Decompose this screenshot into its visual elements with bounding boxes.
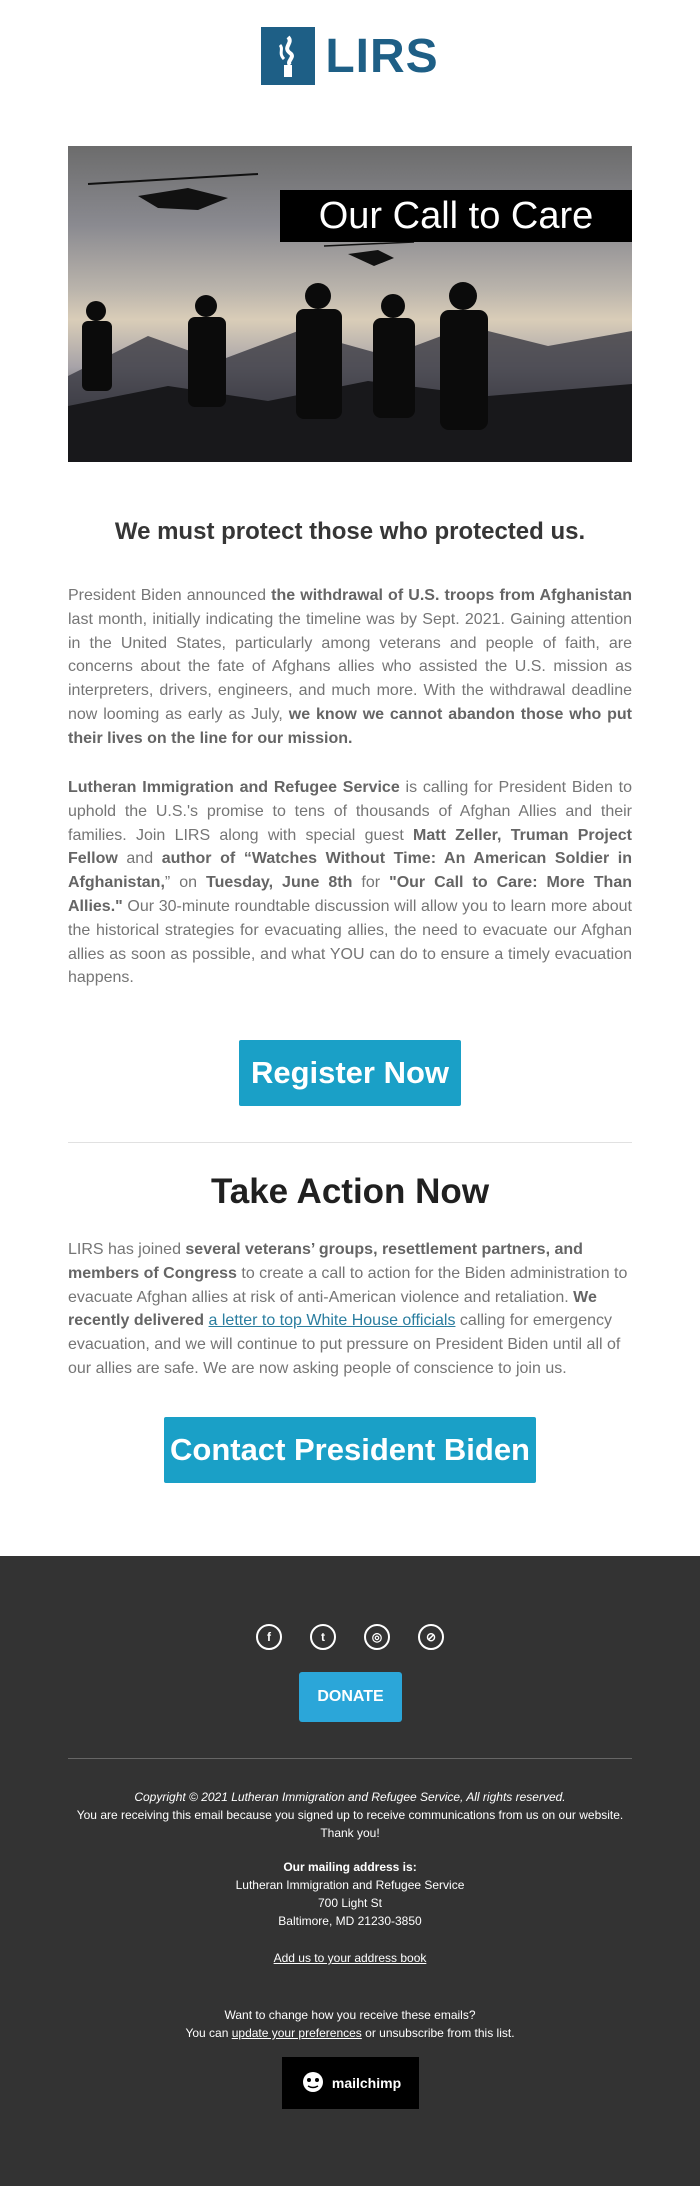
hero-title: Our Call to Care [318,194,594,237]
p3-text-4: calling for emergency evacuation, and we will continue to put pressure on President Biden until all of our allies are safe. We are now asking people of conscience to join us. [68,1312,621,1377]
preferences-line [68,2024,632,2042]
p3-text-2: to create a call to action for the Biden administration to evacuate Afghan allies at risk of anti-American violence and retaliation. [68,1264,628,1306]
facebook-icon[interactable]: f [256,1624,282,1650]
hero-image[interactable] [68,146,632,462]
pref-text-2: or unsubscribe from this list. [361,2026,515,2040]
paragraph-withdrawal [68,584,632,751]
social-links [0,1624,700,1650]
p2-text-2: and [117,850,162,868]
p3-text-1: LIRS has joined [68,1241,186,1258]
copyright-text: Copyright © 2021 Lutheran Immigration and Refugee Service, All rights reserved. [134,1790,566,1804]
p2-bold-5: "Our Call to Care: More Than Allies." [68,874,633,915]
take-action-heading: Take Action Now [210,1172,490,1211]
mailchimp-label: mailchimp [331,2075,402,2091]
instagram-icon[interactable]: ◎ [364,1624,390,1650]
white-house-letter-link[interactable]: a letter to top White House officials [208,1312,456,1330]
donate-button[interactable]: DONATE [299,1672,402,1722]
p2-bold-1: Lutheran Immigration and Refugee Service [68,779,400,796]
logo-text: LIRS [325,29,439,83]
address-line-2: 700 Light St [317,1896,383,1910]
p3-bold-2: We recently delivered [68,1288,597,1330]
p2-bold-3: author of “Watches Without Time: An American Soldier in Afghanistan, [68,850,633,892]
mailing-address-label: Our mailing address is: [283,1860,417,1874]
p1-bold-2: we know we cannot abandon those who put their lives on the line for our mission. [68,705,633,747]
twitter-icon[interactable]: t [310,1624,336,1650]
footer-divider [68,1758,632,1759]
mailchimp-icon [300,2070,326,2097]
p1-bold-1: the withdrawal of U.S. troops from Afghanistan [271,587,632,604]
bottom-strip [0,2186,700,2206]
p1-text-2: last month, initially indicating the timeline was by Sept. 2021. Gaining attention in the United States, particularly among veterans and people of faith, are concerns about the fate of Afghans allies who assisted the U.S. mission as interpreters, drivers, engineers, and much more. With the withdrawal deadline now looming as early as July, [68,610,632,723]
p2-text-1: is calling for President Biden to uphold the U.S.'s promise to tens of thousands of Afghan Allies and their families. Join LIRS along with special guest [68,779,632,844]
contact-president-button[interactable]: Contact President Biden [164,1417,536,1483]
hero-title-bar [280,190,632,242]
website-link-icon[interactable]: ⊘ [418,1624,444,1650]
paragraph-event [68,776,632,990]
p2-text-4: for [352,874,390,892]
update-preferences-link[interactable]: update your preferences [231,2026,362,2040]
torch-icon [261,27,315,85]
change-emails-text: Want to change how you receive these emails? [224,2008,476,2022]
paragraph-take-action [68,1238,632,1381]
p2-bold-2: Matt Zeller, Truman Project Fellow [68,826,633,868]
lirs-logo[interactable] [261,27,438,85]
p2-text-3: ” on [164,874,207,892]
footer [0,1556,700,2186]
receiving-notice: You are receiving this email because you signed up to receive communications from us on our website. Thank you! [76,1808,624,1840]
header [0,26,700,86]
address-line-1: Lutheran Immigration and Refugee Service [235,1878,465,1892]
p3-bold-1: several veterans’ groups, resettlement partners, and members of Congress [68,1241,583,1282]
main-heading: We must protect those who protected us. [114,518,586,545]
register-now-button[interactable]: Register Now [239,1040,461,1106]
address-line-3: Baltimore, MD 21230-3850 [278,1914,422,1928]
address-book-link[interactable]: Add us to your address book [273,1951,427,1965]
p2-text-5: Our 30-minute roundtable discussion will allow you to learn more about the historical strategies for evacuating allies, the need to evacuate our Afghan allies as soon as possible, and what YOU can do to ensure a timely evacuation happens. [68,897,632,987]
pref-text-1: You can [185,2026,232,2040]
section-divider [68,1142,632,1143]
p1-text-1: President Biden announced [68,587,272,604]
p2-bold-4: Tuesday, June 8th [206,874,353,892]
mailchimp-badge[interactable] [282,2057,419,2109]
